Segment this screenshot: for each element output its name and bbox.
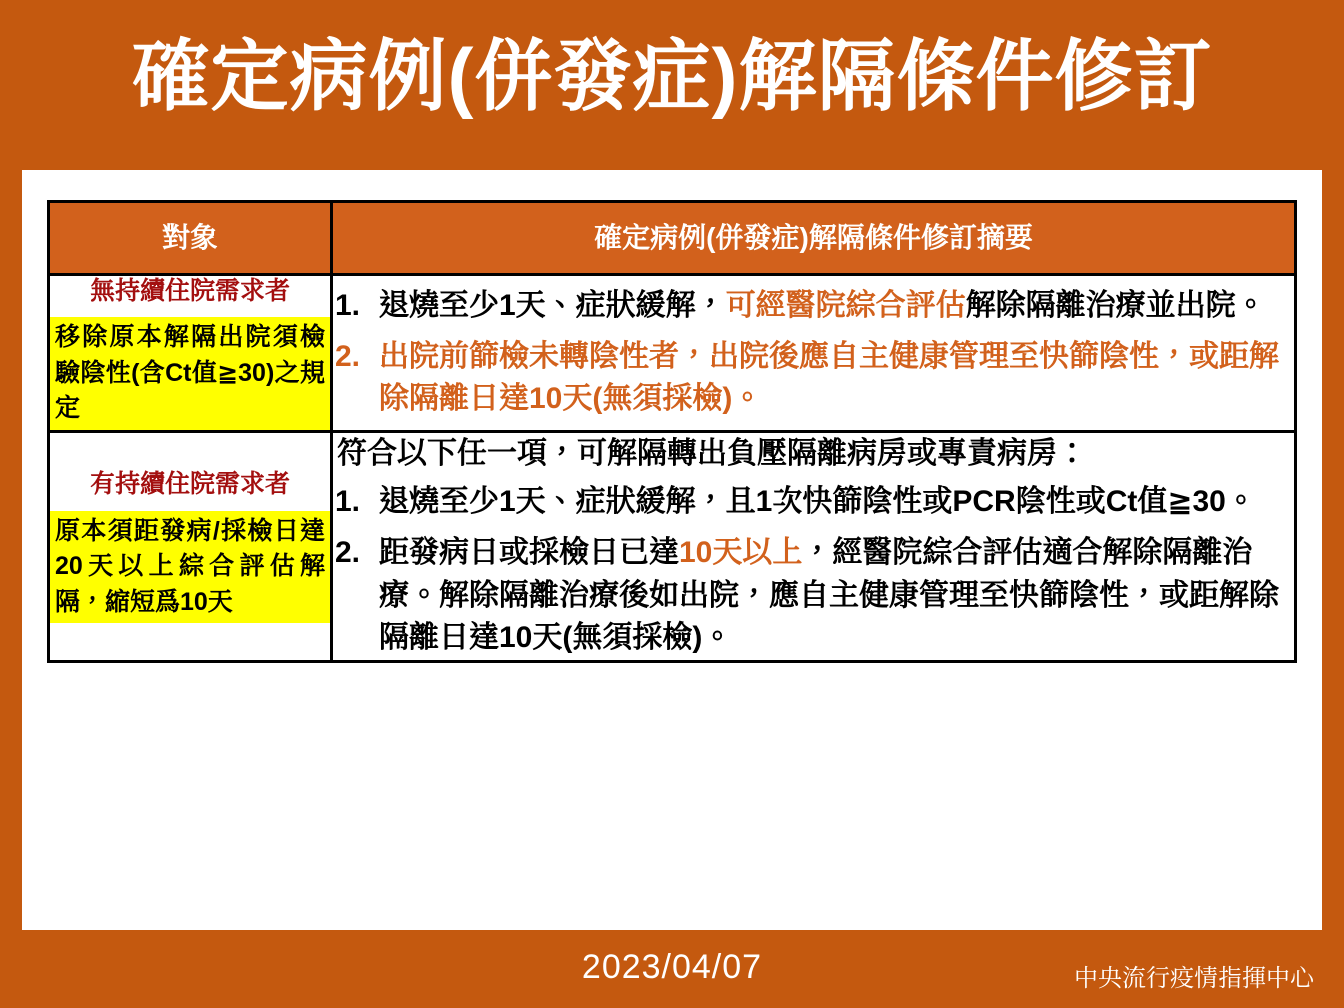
- list-number: 1.: [335, 288, 361, 322]
- summary-list-1: [333, 285, 1294, 421]
- list-number: 2.: [335, 535, 361, 569]
- list-number: 1.: [335, 485, 361, 519]
- table-header-row: [49, 202, 1296, 275]
- subject-cell-2: [49, 431, 332, 661]
- summary-lead-2: 符合以下任一項，可解隔轉出負壓隔離病房或專責病房：: [337, 436, 1087, 470]
- content-card: [22, 170, 1322, 930]
- subject-note-1: 移除原本解隔出院須檢驗陰性(含Ct值≧30)之規定: [50, 317, 330, 430]
- list-item: [333, 336, 1294, 421]
- conditions-table: [47, 200, 1297, 663]
- page-title: 確定病例(併發症)解隔條件修訂: [131, 32, 1213, 120]
- list-text-highlight: 可經醫院綜合評估: [725, 288, 966, 322]
- list-text-black: 退燒至少1天、症狀緩解，且1次快篩陰性或PCR陰性或Ct值≧30。: [379, 485, 1256, 519]
- footer-organization: 中央流行疫情指揮中心: [1074, 965, 1314, 992]
- subject-cell-1: [49, 275, 332, 432]
- list-item: [333, 481, 1294, 524]
- column-header-subject: 對象: [49, 202, 332, 275]
- subject-title-1: 無持續住院需求者: [89, 277, 290, 305]
- subject-note-2: 原本須距發病/採檢日達20天以上綜合評估解隔，縮短爲10天: [50, 511, 330, 624]
- table-row: [49, 275, 1296, 432]
- footer-date: 2023/04/07: [581, 948, 763, 986]
- summary-cell-2: [332, 431, 1296, 661]
- list-number: 2.: [335, 339, 361, 373]
- list-text-black-2: 解除隔離治療並出院。: [965, 288, 1266, 322]
- subject-title-2: 有持續住院需求者: [89, 470, 290, 499]
- list-text-highlight: 10天以上: [679, 535, 803, 569]
- summary-list-2: [333, 481, 1294, 659]
- column-header-summary: 確定病例(併發症)解隔條件修訂摘要: [332, 202, 1296, 275]
- list-text-black: 距發病日或採檢日已達: [379, 535, 679, 569]
- table-row: [49, 431, 1296, 661]
- list-text-highlight: 出院前篩檢未轉陰性者，出院後應自主健康管理至快篩陰性，或距解除隔離日達10天(無須採檢)。: [379, 339, 1279, 416]
- list-text-black-2: ，經醫院綜合評估適合解除隔離治療。解除隔離治療後如出院，應自主健康管理至快篩陰性，或距解除隔離日達10天(無須採檢)。: [379, 535, 1279, 655]
- summary-cell-1: [332, 275, 1296, 432]
- list-item: [333, 532, 1294, 660]
- list-text-black: 退燒至少1天、症狀緩解，: [379, 288, 726, 322]
- list-item: [333, 285, 1294, 328]
